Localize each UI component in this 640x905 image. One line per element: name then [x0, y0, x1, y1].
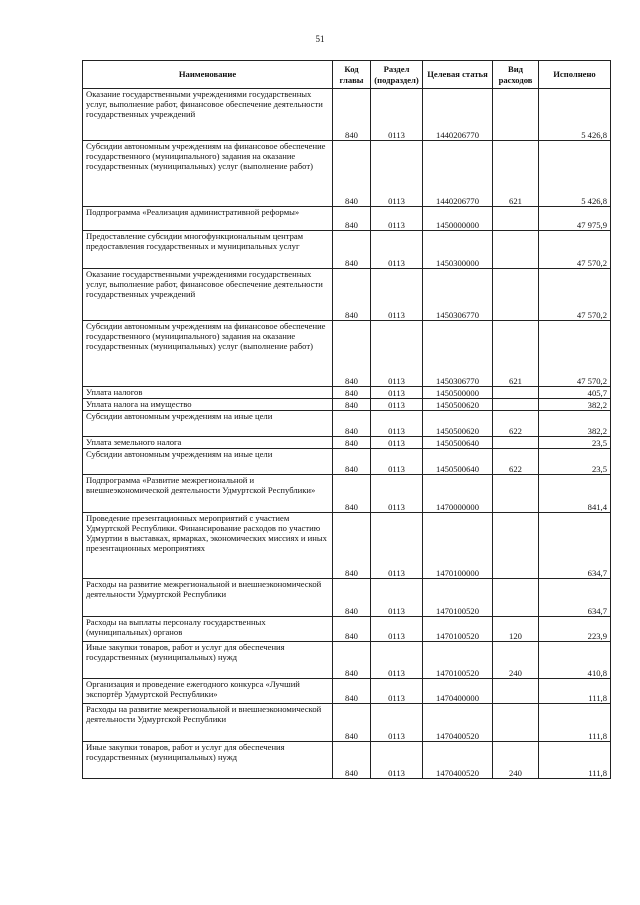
table-row: [83, 642, 611, 679]
table-header-row: [83, 61, 611, 89]
cell-expense-type: [493, 231, 539, 269]
table-row: [83, 742, 611, 779]
table-row: [83, 704, 611, 742]
cell-name: Оказание государственными учреждениями государственных услуг, выполнение работ, финансовое обеспечение деятельности государственных учреждений: [83, 269, 333, 321]
cell-code: 840: [333, 207, 371, 231]
cell-expense-type: [493, 679, 539, 704]
cell-code: 840: [333, 321, 371, 387]
cell-section: 0113: [371, 411, 423, 437]
cell-expense-type: 622: [493, 449, 539, 475]
cell-code: 840: [333, 411, 371, 437]
cell-target: 1450306770: [423, 321, 493, 387]
cell-amount: 382,2: [539, 411, 611, 437]
page-number: 51: [315, 34, 325, 44]
cell-name: Уплата налога на имущество: [83, 399, 333, 411]
cell-expense-type: [493, 387, 539, 399]
cell-name: Субсидии автономным учреждениям на иные цели: [83, 411, 333, 437]
cell-expense-type: [493, 207, 539, 231]
header-code: Код главы: [333, 61, 371, 89]
cell-amount: 634,7: [539, 579, 611, 617]
cell-code: 840: [333, 579, 371, 617]
cell-expense-type: 120: [493, 617, 539, 642]
cell-name: Расходы на развитие межрегиональной и внешнеэкономической деятельности Удмуртской Республики: [83, 704, 333, 742]
cell-section: 0113: [371, 513, 423, 579]
cell-amount: 111,8: [539, 679, 611, 704]
cell-expense-type: 622: [493, 411, 539, 437]
cell-name: Иные закупки товаров, работ и услуг для обеспечения государственных (муниципальных) нужд: [83, 642, 333, 679]
cell-target: 1450500640: [423, 437, 493, 449]
cell-section: 0113: [371, 321, 423, 387]
cell-code: 840: [333, 269, 371, 321]
budget-execution-table: [82, 60, 611, 779]
table-row: [83, 89, 611, 141]
cell-amount: 23,5: [539, 437, 611, 449]
table-row: [83, 617, 611, 642]
cell-expense-type: [493, 269, 539, 321]
table-row: [83, 399, 611, 411]
cell-section: 0113: [371, 642, 423, 679]
cell-target: 1470100000: [423, 513, 493, 579]
cell-expense-type: 240: [493, 642, 539, 679]
table-row: [83, 141, 611, 207]
header-amount: Исполнено: [539, 61, 611, 89]
cell-code: 840: [333, 399, 371, 411]
cell-section: 0113: [371, 269, 423, 321]
cell-target: 1470100520: [423, 617, 493, 642]
table-row: [83, 231, 611, 269]
cell-name: Уплата налогов: [83, 387, 333, 399]
cell-code: 840: [333, 449, 371, 475]
cell-amount: 405,7: [539, 387, 611, 399]
cell-amount: 5 426,8: [539, 141, 611, 207]
cell-amount: 634,7: [539, 513, 611, 579]
cell-target: 1470100520: [423, 579, 493, 617]
cell-expense-type: 240: [493, 742, 539, 779]
header-target: Целевая статья: [423, 61, 493, 89]
cell-amount: 111,8: [539, 704, 611, 742]
cell-amount: 47 570,2: [539, 269, 611, 321]
cell-name: Организация и проведение ежегодного конкурса «Лучший экспортёр Удмуртской Республики»: [83, 679, 333, 704]
cell-amount: 23,5: [539, 449, 611, 475]
cell-target: 1470000000: [423, 475, 493, 513]
cell-expense-type: [493, 579, 539, 617]
cell-section: 0113: [371, 207, 423, 231]
cell-code: 840: [333, 742, 371, 779]
table-row: [83, 387, 611, 399]
cell-amount: 47 570,2: [539, 231, 611, 269]
header-section: Раздел (подраздел): [371, 61, 423, 89]
cell-code: 840: [333, 679, 371, 704]
table-row: [83, 269, 611, 321]
cell-target: 1450000000: [423, 207, 493, 231]
table-row: [83, 449, 611, 475]
cell-section: 0113: [371, 579, 423, 617]
cell-expense-type: [493, 513, 539, 579]
cell-target: 1450500640: [423, 449, 493, 475]
cell-code: 840: [333, 89, 371, 141]
cell-expense-type: [493, 475, 539, 513]
cell-code: 840: [333, 617, 371, 642]
table-row: [83, 411, 611, 437]
cell-expense-type: [493, 704, 539, 742]
cell-name: Уплата земельного налога: [83, 437, 333, 449]
cell-amount: 47 570,2: [539, 321, 611, 387]
header-expense-type: Вид расходов: [493, 61, 539, 89]
cell-code: 840: [333, 231, 371, 269]
cell-section: 0113: [371, 89, 423, 141]
cell-code: 840: [333, 513, 371, 579]
cell-code: 840: [333, 704, 371, 742]
cell-expense-type: 621: [493, 141, 539, 207]
cell-amount: 841,4: [539, 475, 611, 513]
cell-expense-type: [493, 437, 539, 449]
cell-target: 1440206770: [423, 141, 493, 207]
cell-expense-type: 621: [493, 321, 539, 387]
cell-code: 840: [333, 387, 371, 399]
table-row: [83, 437, 611, 449]
cell-section: 0113: [371, 449, 423, 475]
cell-name: Субсидии автономным учреждениям на финансовое обеспечение государственного (муниципального) задания на оказание государственных (муниципальных) услуг (выполнение работ): [83, 321, 333, 387]
cell-target: 1450500000: [423, 387, 493, 399]
table-row: [83, 475, 611, 513]
cell-amount: 47 975,9: [539, 207, 611, 231]
cell-amount: 5 426,8: [539, 89, 611, 141]
cell-name: Субсидии автономным учреждениям на иные цели: [83, 449, 333, 475]
cell-name: Проведение презентационных мероприятий с участием Удмуртской Республики. Финансирование расходов по участию Удмуртии в выставках, ярмарках, экономических миссиях и иных презентационных мероприятиях: [83, 513, 333, 579]
cell-target: 1470100520: [423, 642, 493, 679]
cell-section: 0113: [371, 679, 423, 704]
cell-name: Расходы на выплаты персоналу государственных (муниципальных) органов: [83, 617, 333, 642]
cell-amount: 111,8: [539, 742, 611, 779]
cell-name: Предоставление субсидии многофункциональным центрам предоставления государственных и муниципальных услуг: [83, 231, 333, 269]
cell-name: Расходы на развитие межрегиональной и внешнеэкономической деятельности Удмуртской Республики: [83, 579, 333, 617]
cell-target: 1450500620: [423, 399, 493, 411]
cell-section: 0113: [371, 437, 423, 449]
cell-amount: 223,9: [539, 617, 611, 642]
table-row: [83, 321, 611, 387]
cell-target: 1450300000: [423, 231, 493, 269]
cell-section: 0113: [371, 387, 423, 399]
cell-name: Подпрограмма «Реализация административной реформы»: [83, 207, 333, 231]
cell-amount: 382,2: [539, 399, 611, 411]
cell-target: 1470400000: [423, 679, 493, 704]
cell-target: 1450306770: [423, 269, 493, 321]
cell-code: 840: [333, 437, 371, 449]
cell-section: 0113: [371, 231, 423, 269]
cell-target: 1470400520: [423, 704, 493, 742]
cell-section: 0113: [371, 742, 423, 779]
cell-code: 840: [333, 141, 371, 207]
table-row: [83, 679, 611, 704]
cell-target: 1470400520: [423, 742, 493, 779]
table-row: [83, 579, 611, 617]
cell-expense-type: [493, 89, 539, 141]
cell-code: 840: [333, 642, 371, 679]
cell-name: Иные закупки товаров, работ и услуг для обеспечения государственных (муниципальных) нужд: [83, 742, 333, 779]
cell-name: Подпрограмма «Развитие межрегиональной и внешнеэкономической деятельности Удмуртской Республики»: [83, 475, 333, 513]
cell-section: 0113: [371, 617, 423, 642]
cell-name: Оказание государственными учреждениями государственных услуг, выполнение работ, финансовое обеспечение деятельности государственных учреждений: [83, 89, 333, 141]
table-row: [83, 207, 611, 231]
table-row: [83, 513, 611, 579]
cell-section: 0113: [371, 475, 423, 513]
cell-section: 0113: [371, 399, 423, 411]
cell-section: 0113: [371, 704, 423, 742]
cell-code: 840: [333, 475, 371, 513]
cell-expense-type: [493, 399, 539, 411]
cell-target: 1450500620: [423, 411, 493, 437]
cell-target: 1440206770: [423, 89, 493, 141]
table-body: [83, 89, 611, 779]
cell-amount: 410,8: [539, 642, 611, 679]
cell-name: Субсидии автономным учреждениям на финансовое обеспечение государственного (муниципального) задания на оказание государственных (муниципальных) услуг (выполнение работ): [83, 141, 333, 207]
cell-section: 0113: [371, 141, 423, 207]
header-name: Наименование: [83, 61, 333, 89]
